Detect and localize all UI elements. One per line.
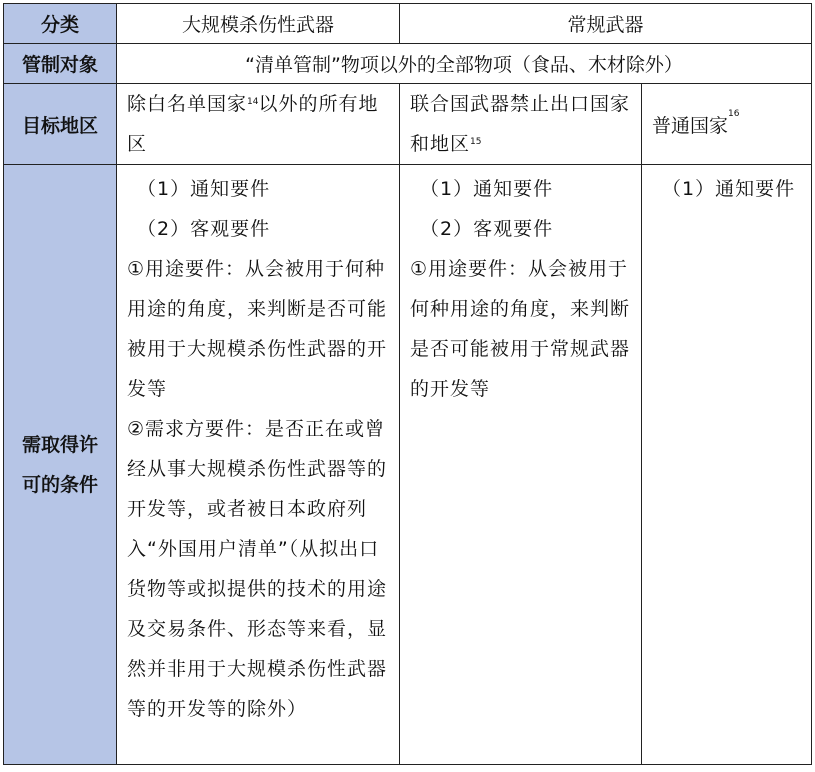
controlled-objects-label: 管制对象: [4, 44, 117, 84]
conventional-header: 常规武器: [400, 4, 812, 44]
un-notice-requirement: （1）通知要件: [420, 178, 554, 200]
wmd-objective-requirement: （2）客观要件: [137, 218, 271, 240]
wmd-header: 大规模杀伤性武器: [117, 4, 400, 44]
wmd-conditions: [117, 165, 400, 765]
un-use-requirement: ①用途要件：从会被用于何种用途的角度，来判断是否可能被用于常规武器的开发等: [410, 258, 631, 400]
wmd-region: [117, 84, 400, 165]
wmd-end-user-requirement: ②需求方要件：是否正在或曾经从事大规模杀伤性武器等的开发等，或者被日本政府列入“外国用户清单”（从拟出口货物等或拟提供的技术的用途及交易条件、形态等来看，显然并非用于大规模杀伤性武器等的开发等的除外）: [127, 418, 388, 720]
wmd-region-text-2: 以外的所有地区: [127, 93, 379, 155]
un-region-footnote: 15: [470, 137, 482, 147]
un-conditions: [400, 165, 642, 765]
export-control-table: [3, 3, 812, 765]
target-region-label: 目标地区: [4, 84, 117, 165]
license-conditions-label-line2: 可的条件: [21, 473, 98, 496]
normal-region-footnote: 16: [728, 108, 740, 119]
normal-region-text: 普通国家: [652, 114, 729, 137]
un-objective-requirement: （2）客观要件: [420, 218, 554, 240]
license-conditions-label: [4, 165, 117, 765]
un-region: [400, 84, 642, 165]
un-region-text: 联合国武器禁止出口国家和地区: [410, 93, 631, 155]
wmd-notice-requirement: （1）通知要件: [137, 178, 271, 200]
normal-conditions: [642, 165, 812, 765]
wmd-region-footnote: 14: [247, 97, 259, 107]
wmd-use-requirement: ①用途要件：从会被用于何种用途的角度，来判断是否可能被用于大规模杀伤性武器的开发等: [127, 258, 388, 400]
normal-region: [642, 84, 812, 165]
normal-notice-requirement: （1）通知要件: [662, 178, 796, 200]
category-header: 分类: [4, 4, 117, 44]
controlled-objects-value: “清单管制”物项以外的全部物项（食品、木材除外）: [117, 44, 812, 84]
license-conditions-label-line1: 需取得许: [21, 433, 98, 456]
wmd-region-text: 除白名单国家: [127, 93, 248, 115]
